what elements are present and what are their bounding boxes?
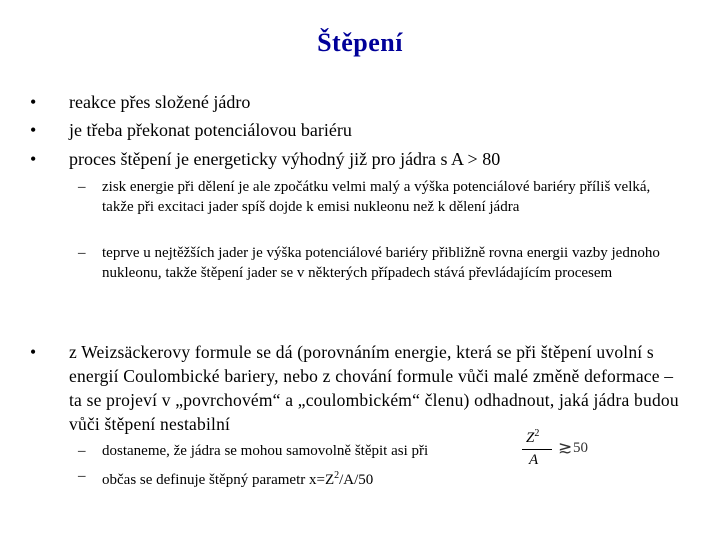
dash-mark: – [78,179,86,195]
bullet-text: proces štěpení je energeticky výhodný již pro jádra s A > 80 [69,149,501,169]
dash-mark: – [78,468,86,484]
bullet-item [30,118,690,143]
sub-bullet-text: dostaneme, že jádra se mohou samovolně štěpit asi při [102,443,429,459]
formula-denominator: A [529,452,539,468]
formula-relation: ≳ [558,438,573,457]
bullet-item-weizsacker [30,340,690,436]
bullet-mark: • [30,342,37,362]
sub-bullet-text: teprve u nejtěžších jader je výška potenciálové bariéry přibližně rovna energii vazby jednoho nukleonu, takže štěpení jader se v některých případech stává převládajícím procesem [102,245,660,281]
sub-bullet-text: zisk energie při dělení je ale zpočátku velmi malý a výška potenciálové bariéry příliš velká, takže při excitaci jader spíš dojde k emisi nukleonu než k dělení jádra [102,179,651,215]
bullet-item [30,90,690,115]
bullet-mark: • [30,149,37,169]
bullet-text: reakce přes složené jádro [69,92,251,112]
fission-parameter-text: občas se definuje štěpný parametr x=Z [102,472,335,488]
bullet-item [30,147,690,172]
fraction-bar [522,449,552,450]
bullet-text: z Weizsäckerovy formule se dá (porovnáním energie, která se při štěpení uvolní s energií Coulombické bariery, nebo z chování formule vůči malé změně deformace – ta se projeví v „povrchovém“ a „coulombickém“ členu) odhadnout, jaká jádra budou vůči štěpení nestabilní [69,342,679,434]
fission-parameter-power: 2 [334,470,340,481]
dash-mark: – [78,443,86,459]
formula-value: 50 [573,440,588,456]
dash-mark: – [78,245,86,261]
fission-parameter-tail: /A/50 [339,472,374,488]
sub-bullet-item [78,441,508,461]
formula-numerator-symbol: Z [526,430,535,446]
fission-condition-formula [520,428,600,472]
slide-title: Štěpení [317,28,403,57]
sub-bullet-item [78,243,668,283]
bullet-mark: • [30,120,37,140]
formula-numerator-power: 2 [534,428,540,439]
formula-numerator [526,428,539,447]
sub-bullet-item [78,177,668,217]
bullet-mark: • [30,92,37,112]
bullet-text: je třeba překonat potenciálovou bariéru [69,120,352,140]
